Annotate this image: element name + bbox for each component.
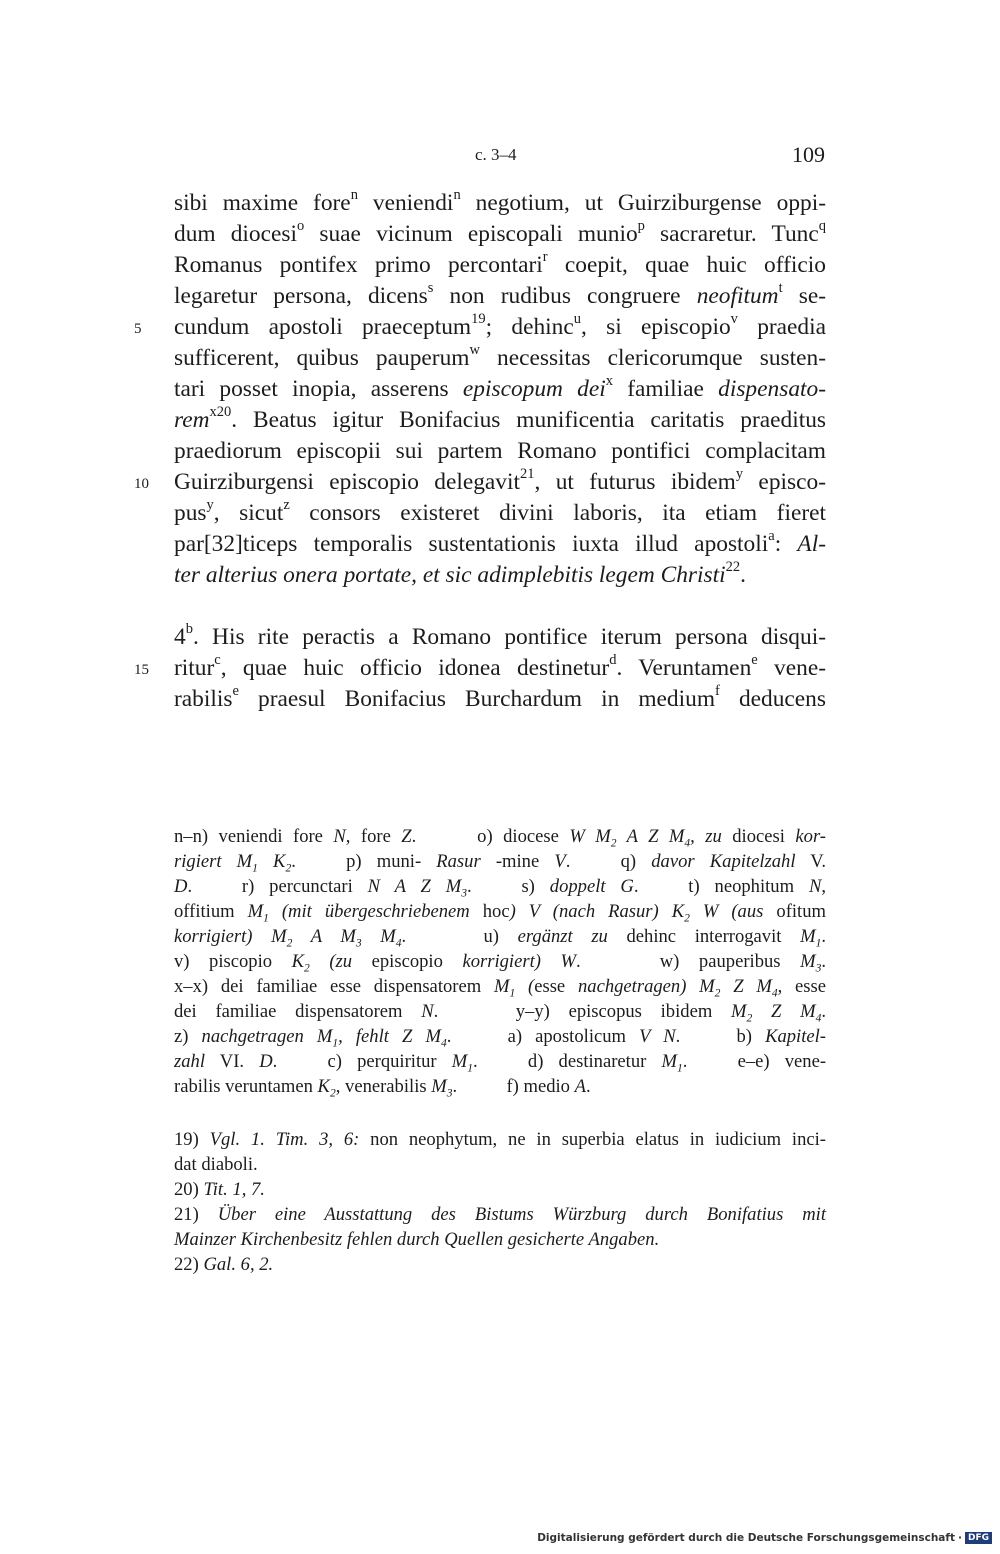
dfg-logo-icon: DFG — [965, 1532, 992, 1544]
footnote-21-cont — [174, 1227, 826, 1252]
footnote-number: 19) — [174, 1129, 199, 1150]
text-line: par[32]ticeps temporalis sustentationis iuxta illud apostoli$^a$: Al- — [174, 528, 826, 557]
apparatus-line: D. r) percunctari N A Z $M_3$. s) doppelt G. t) neophitum N, — [174, 876, 827, 900]
footnotes — [174, 1127, 826, 1277]
footnote-text: non neophytum, ne in superbia elatus in iudicium inci- — [359, 1129, 826, 1150]
footnote-number: 20) — [174, 1179, 199, 1200]
text-line: sufficerent, quibus pauperum$^w$ necessitas clericorumque susten- — [174, 342, 826, 371]
text-line: ter alterius onera portate, et sic adimplebitis legem Christi$^{22}$. — [174, 559, 746, 588]
credit-text: Digitalisierung gefördert durch die Deutsche Forschungsgemeinschaft — [537, 1532, 955, 1544]
footnote-number: 22) — [174, 1254, 199, 1275]
running-head — [0, 142, 1000, 168]
footnote-text: Tit. 1, 7. — [203, 1179, 265, 1200]
text-line: 4$^b$. His rite peractis a Romano pontifice iterum persona disqui- — [174, 621, 826, 650]
chapter-heading: c. 3–4 — [475, 145, 517, 164]
page-number: 109 — [792, 142, 825, 167]
text-line: 15 ritur$^c$, quae huic officio idonea destinetur$^d$. Veruntamen$^e$ vene- — [174, 653, 826, 684]
line-number: 15 — [134, 662, 149, 678]
footnote-text: Mainzer Kirchenbesitz fehlen durch Quellen gesicherte Angaben. — [174, 1229, 660, 1250]
text-line: Romanus pontifex primo percontari$^r$ coepit, quae huic officio — [174, 249, 826, 278]
footnote-number: 21) — [174, 1204, 199, 1225]
text-line: pus$^y$, sicut$^z$ consors existeret divini laboris, ita etiam fieret — [174, 497, 827, 526]
text-line: rem$^{x20}$. Beatus igitur Bonifacius munificentia caritatis praeditus — [174, 404, 826, 433]
line-number: 10 — [134, 476, 149, 492]
text-line: rabilis$^e$ praesul Bonifacius Burchardum in medium$^f$ deducens — [174, 683, 826, 712]
digitization-credit: Digitalisierung gefördert durch die Deutsche Forschungsgemeinschaft · DFG — [537, 1532, 992, 1544]
footnote-21 — [174, 1202, 826, 1227]
critical-apparatus — [174, 824, 826, 1099]
apparatus-line: rigiert $M_1$ $K_2$. p) muni- Rasur -mine V. q) davor Kapitelzahl V. — [174, 851, 826, 875]
text-line: tari posset inopia, asserens episcopum dei$^x$ familiae dispensato- — [174, 373, 826, 402]
apparatus-line: z) nachgetragen $M_1$, fehlt Z $M_4$. a) apostolicum V N. b) Kapitel- — [174, 1026, 827, 1050]
footnote-text: Über eine Ausstattung des Bistums Würzburg durch Bonifatius mit — [217, 1204, 826, 1225]
footnote-19 — [174, 1127, 826, 1152]
apparatus-line: offitium $M_1$ (mit übergeschriebenem hoc) V (nach Rasur) $K_2$ W (aus ofitum — [174, 901, 826, 925]
apparatus-line: korrigiert) $M_2$ A $M_3$ $M_4$. u) ergänzt zu dehinc interrogavit $M_1$. — [174, 926, 826, 950]
line-number: 5 — [134, 321, 142, 337]
text-line: legaretur persona, dicens$^s$ non rudibus congruere neofitum$^t$ se- — [174, 280, 827, 309]
footnote-ref: Vgl. 1. Tim. 3, 6: — [209, 1129, 360, 1150]
apparatus-line: n–n) veniendi fore N, fore Z. o) diocese W $M_2$ A Z $M_4$, zu diocesi kor- — [174, 826, 826, 850]
footnote-20 — [174, 1177, 826, 1202]
text-line: praediorum episcopii sui partem Romano pontifici complacitam — [174, 438, 826, 464]
apparatus-line: rabilis veruntamen $K_2$, venerabilis $M_3$. f) medio A. — [174, 1076, 591, 1100]
text-line: dum diocesi$^o$ suae vicinum episcopali munio$^p$ sacraretur. Tunc$^q$ — [174, 218, 826, 247]
apparatus-line: v) piscopio $K_2$ (zu episcopio korrigiert) W. w) pauperibus $M_3$. — [174, 951, 826, 975]
text-line: sibi maxime fore$^n$ veniendi$^n$ negotium, ut Guirziburgense oppi- — [174, 187, 827, 216]
text-line: 10 Guirziburgensi episcopio delegavit$^{21}$, ut futurus ibidem$^y$ episco- — [174, 467, 826, 498]
text-line: 5 cundum apostoli praeceptum$^{19}$; dehinc$^u$, si episcopio$^v$ praedia — [174, 312, 826, 343]
main-text — [134, 187, 827, 715]
apparatus-line: dei familiae dispensatorem N. y–y) episcopus ibidem $M_2$ Z $M_4$. — [174, 1001, 826, 1025]
footnote-text: Gal. 6, 2. — [203, 1254, 274, 1275]
apparatus-line: zahl VI. D. c) perquiritur $M_1$. d) destinaretur $M_1$. e–e) vene- — [174, 1051, 827, 1075]
footnote-22 — [174, 1252, 826, 1277]
apparatus-line: x–x) dei familiae esse dispensatorem $M_1$ (esse nachgetragen) $M_2$ Z $M_4$, esse — [174, 976, 826, 1000]
footnote-19-cont: dat diaboli. — [174, 1154, 258, 1175]
